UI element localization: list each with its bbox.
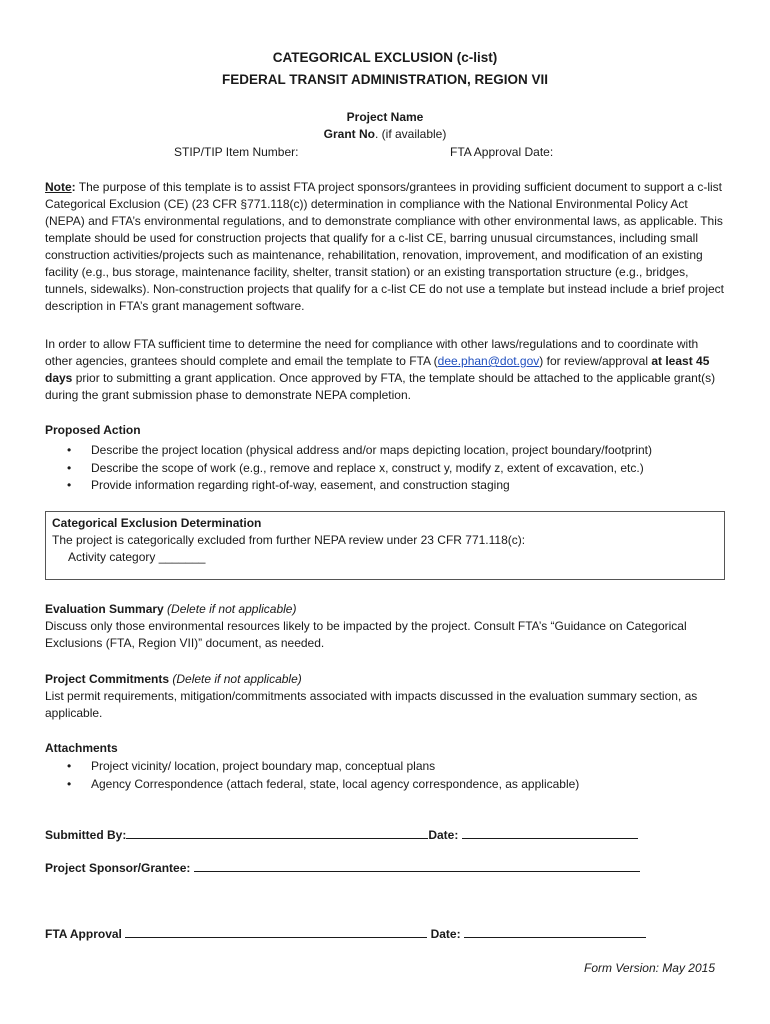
fta-approval-signature-line[interactable] bbox=[125, 925, 427, 938]
list-item: • Describe the scope of work (e.g., remove and replace x, construct y, modify z, extent of excavation, etc.) bbox=[45, 460, 735, 478]
bullet-icon: • bbox=[67, 443, 72, 457]
grant-no-suffix: . (if available) bbox=[374, 127, 447, 141]
submission-text-3: prior to submitting a grant application. Once approved by FTA, the template should be attached to the applicable grant(s) during the grant submission phase to demonstrate NEPA completion. bbox=[45, 371, 716, 402]
fta-email-link[interactable]: dee.phan@dot.gov bbox=[437, 354, 540, 368]
submitted-by-signature-line[interactable] bbox=[126, 826, 428, 839]
evaluation-note: (Delete if not applicable) bbox=[163, 602, 297, 616]
bullet-icon: • bbox=[67, 776, 72, 791]
note-label: Note bbox=[45, 180, 72, 194]
note-colon: : bbox=[71, 180, 76, 194]
submission-text-2: ) for review/approval bbox=[539, 354, 652, 368]
note-paragraph bbox=[45, 179, 725, 315]
commitments-text: List permit requirements, mitigation/commitments associated with impacts discussed in the evaluation summary section, as applicable. bbox=[45, 689, 698, 720]
determination-box bbox=[45, 511, 725, 580]
form-version: Form Version: May 2015 bbox=[584, 961, 715, 975]
document-subtitle: FEDERAL TRANSIT ADMINISTRATION, REGION VII bbox=[221, 72, 548, 87]
grant-no-line bbox=[0, 127, 770, 141]
bullet-icon: • bbox=[67, 460, 72, 475]
note-text: The purpose of this template is to assist FTA project sponsors/grantees in providing sufficient document to support a c-list Categorical Exclusion (CE) (23 CFR §771.118(c)) determination in compliance with the National Environmental Policy Act (NEPA) and FTA’s environmental regulations, and to demonstrate compliance with other environmental laws, as applicable. This template should be used for construction projects that qualify for a c-list CE, barring unusual circumstances, including small construction activities/projects such as maintenance, rehabilitation, renovation, improvement, and modification of an existing facility (e.g., bus storage, maintenance facility, shelter, transit station) or an existing transportation structure (e.g., bridges, tunnels, sidewalks). Non-construction projects that qualify for a c-list CE do not use a template but instead include a brief project description in FTA’s grant management software. bbox=[45, 180, 725, 313]
bullet-icon: • bbox=[67, 478, 72, 492]
determination-heading: Categorical Exclusion Determination bbox=[52, 516, 262, 530]
submitted-by-row bbox=[45, 826, 638, 842]
bullet-icon: • bbox=[67, 759, 72, 773]
stip-tip-label: STIP/TIP Item Number: bbox=[174, 145, 299, 159]
fta-approval-date-line[interactable] bbox=[464, 925, 646, 938]
attachments-heading: Attachments bbox=[45, 741, 118, 755]
evaluation-section bbox=[45, 601, 725, 652]
grant-no-label: Grant No bbox=[323, 127, 375, 141]
submission-paragraph bbox=[45, 336, 725, 404]
submission-deadline: at least 45 days bbox=[45, 354, 710, 385]
submission-text-1: In order to allow FTA sufficient time to determine the need for compliance with other laws/regulations and to coordinate with other agencies, grantees should complete and email the template to FTA ( bbox=[45, 337, 699, 368]
fta-approval-label: FTA Approval bbox=[45, 927, 122, 941]
evaluation-heading: Evaluation Summary bbox=[45, 602, 164, 616]
proposed-action-list bbox=[45, 442, 735, 495]
sponsor-signature-line[interactable] bbox=[194, 859, 640, 872]
fta-approval-date-label: Date: bbox=[430, 927, 461, 941]
submitted-by-label: Submitted By: bbox=[45, 828, 127, 842]
activity-category-field[interactable]: Activity category _______ bbox=[68, 550, 206, 564]
project-name-label: Project Name bbox=[346, 110, 424, 124]
fta-approval-row bbox=[45, 925, 646, 941]
sponsor-row bbox=[45, 859, 640, 875]
list-item: • Agency Correspondence (attach federal, state, local agency correspondence, as applicable) bbox=[45, 776, 735, 794]
submitted-date-label: Date: bbox=[428, 828, 459, 842]
evaluation-text: Discuss only those environmental resources likely to be impacted by the project. Consult FTA’s “Guidance on Categorical Exclusions (FTA, Region VII)” document, as needed. bbox=[45, 619, 687, 650]
fta-approval-date-label: FTA Approval Date: bbox=[450, 145, 554, 159]
list-item: • Provide information regarding right-of-way, easement, and construction staging bbox=[45, 477, 735, 495]
list-item: • Project vicinity/ location, project boundary map, conceptual plans bbox=[45, 758, 735, 776]
commitments-heading: Project Commitments bbox=[45, 672, 170, 686]
commitments-note: (Delete if not applicable) bbox=[169, 672, 302, 686]
proposed-action-heading: Proposed Action bbox=[45, 423, 141, 437]
document-title: CATEGORICAL EXCLUSION (c-list) bbox=[272, 50, 498, 65]
determination-text: The project is categorically excluded from further NEPA review under 23 CFR 771.118(c): bbox=[52, 533, 526, 547]
submitted-date-line[interactable] bbox=[462, 826, 638, 839]
attachments-list bbox=[45, 758, 735, 793]
list-item: • Describe the project location (physical address and/or maps depicting location, project boundary/footprint) bbox=[45, 442, 735, 460]
sponsor-label: Project Sponsor/Grantee: bbox=[45, 861, 191, 875]
commitments-section bbox=[45, 671, 725, 722]
